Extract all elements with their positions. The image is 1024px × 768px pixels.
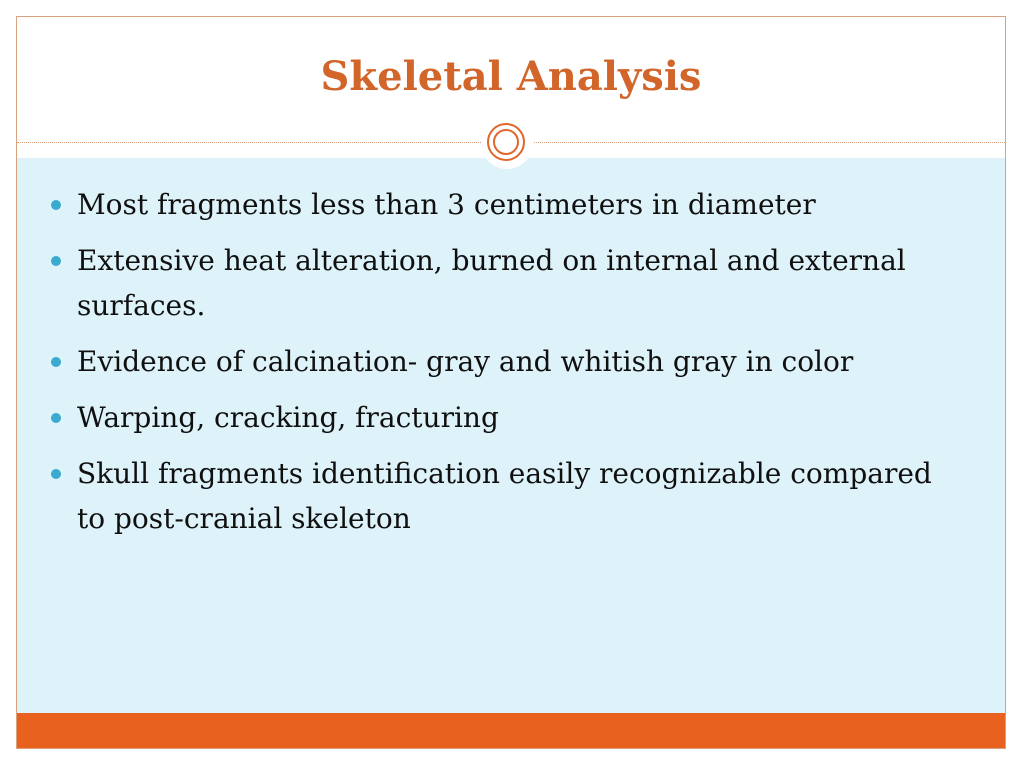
bullet-dot-icon xyxy=(51,469,61,479)
outer-ring xyxy=(487,123,525,161)
footer-bar xyxy=(17,713,1005,748)
bullet-item xyxy=(49,395,959,440)
bullet-dot-icon xyxy=(51,357,61,367)
bullet-dot-icon xyxy=(51,413,61,423)
bullet-item xyxy=(49,182,959,227)
bullet-text: Warping, cracking, fracturing xyxy=(77,401,499,434)
bullet-item xyxy=(49,339,959,384)
inner-ring xyxy=(493,129,519,155)
content-area xyxy=(17,158,1005,715)
bullet-item xyxy=(49,238,959,328)
bullet-text: Evidence of calcination- gray and whitish gray in color xyxy=(77,345,854,378)
bullet-text: Skull fragments identification easily recognizable compared to post-cranial skeleton xyxy=(77,457,932,535)
bullet-dot-icon xyxy=(51,256,61,266)
bullet-list xyxy=(49,182,959,552)
slide-title: Skeletal Analysis xyxy=(320,53,702,100)
bullet-dot-icon xyxy=(51,200,61,210)
slide xyxy=(16,16,1006,749)
double-circle-icon xyxy=(481,117,533,169)
bullet-text: Most fragments less than 3 centimeters in diameter xyxy=(77,188,816,221)
bullet-item xyxy=(49,451,959,541)
bullet-text: Extensive heat alteration, burned on internal and external surfaces. xyxy=(77,244,906,322)
